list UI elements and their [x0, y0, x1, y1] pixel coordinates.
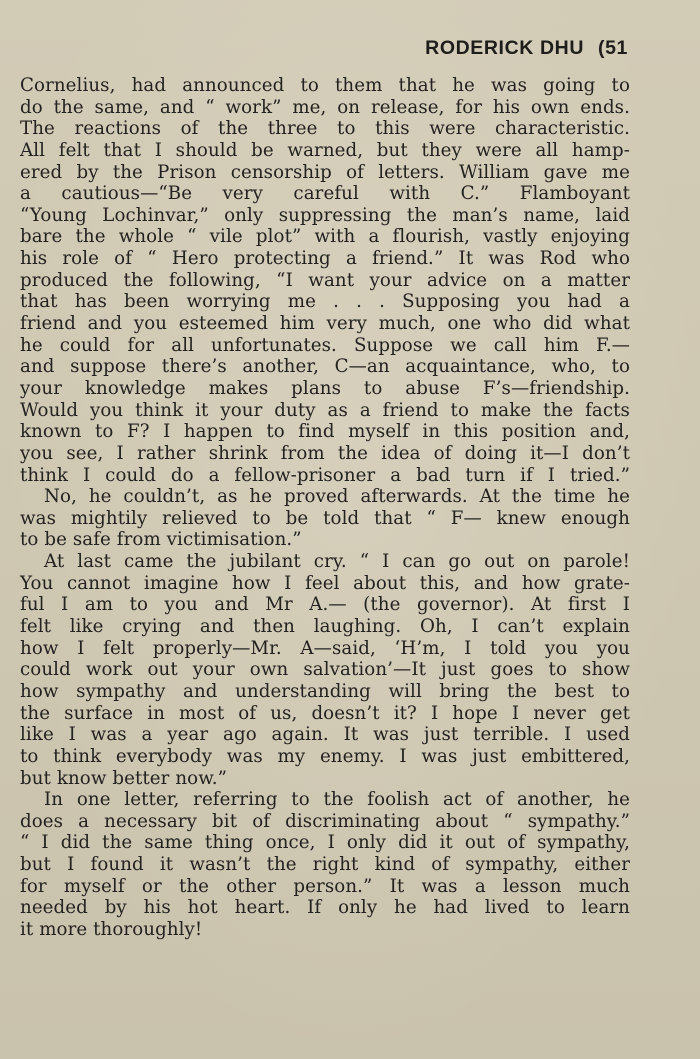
text-line: “Young Lochinvar,” only suppressing the man’s name, laid — [20, 204, 630, 226]
page-number: (51 — [598, 37, 628, 59]
text-line: needed by his hot heart. If only he had lived to learn — [20, 897, 630, 919]
text-line: ful I am to you and Mr A.— (the governor). At first I — [20, 594, 630, 616]
text-line: could work out your own salvation’—It just goes to show — [20, 659, 630, 681]
text-line: felt like crying and then laughing. Oh, I can’t explain — [20, 616, 630, 638]
text-line: known to F? I happen to find myself in this position and, — [20, 421, 630, 443]
running-title: RODERICK DHU — [425, 37, 585, 59]
text-line: to be safe from victimisation.” — [20, 529, 302, 551]
text-line: In one letter, referring to the foolish act of another, he — [44, 789, 630, 811]
text-line: does a necessary bit of discriminating about “ sympathy.” — [20, 810, 630, 832]
text-line: your knowledge makes plans to abuse F’s—friendship. — [20, 377, 630, 399]
text-line: Would you think it your duty as a friend to make the facts — [20, 399, 630, 421]
body-text — [20, 75, 630, 941]
text-line: a cautious—“Be very careful with C.” Flamboyant — [20, 183, 630, 205]
text-line: ered by the Prison censorship of letters. William gave me — [20, 161, 630, 183]
text-line: how I felt properly—Mr. A—said, ‘H’m, I told you you — [20, 637, 630, 659]
text-line: do the same, and “ work” me, on release, for his own ends. — [20, 96, 630, 118]
text-line: to think everybody was my enemy. I was just embittered, — [20, 745, 630, 767]
text-line: “ I did the same thing once, I only did it out of sympathy, — [20, 832, 630, 854]
text-line: how sympathy and understanding will bring the best to — [20, 680, 630, 702]
text-line: produced the following, “I want your advice on a matter — [20, 269, 630, 291]
text-line: friend and you esteemed him very much, one who did what — [20, 313, 630, 335]
text-line: but I found it wasn’t the right kind of sympathy, either — [20, 854, 630, 876]
text-line: No, he couldn’t, as he proved afterwards. At the time he — [44, 486, 630, 508]
text-line: think I could do a fellow-prisoner a bad turn if I tried.” — [20, 464, 630, 486]
text-line: his role of “ Hero protecting a friend.” It was Rod who — [20, 248, 630, 270]
text-line: for myself or the other person.” It was a lesson much — [20, 875, 630, 897]
text-line: bare the whole “ vile plot” with a flourish, vastly enjoying — [20, 226, 630, 248]
text-line: he could for all unfortunates. Suppose we call him F.— — [20, 334, 630, 356]
text-line: but know better now.” — [20, 767, 227, 789]
text-line: Cornelius, had announced to them that he was going to — [20, 75, 630, 96]
running-header — [425, 37, 628, 60]
text-line: like I was a year ago again. It was just terrible. I used — [20, 724, 630, 746]
text-line: it more thoroughly! — [20, 918, 203, 940]
text-line: The reactions of the three to this were characteristic. — [20, 118, 630, 140]
text-line: All felt that I should be warned, but they were all hamp- — [20, 139, 630, 161]
text-line: At last came the jubilant cry. “ I can go out on parole! — [44, 551, 630, 573]
text-line: that has been worrying me . . . Supposing you had a — [20, 291, 630, 313]
text-line: You cannot imagine how I feel about this, and how grate- — [20, 572, 630, 594]
text-line: and suppose there’s another, C—an acquaintance, who, to — [20, 356, 630, 378]
text-line: the surface in most of us, doesn’t it? I hope I never get — [20, 702, 630, 724]
text-line: you see, I rather shrink from the idea of doing it—I don’t — [20, 442, 630, 464]
text-line: was mightily relieved to be told that “ F— knew enough — [20, 507, 630, 529]
